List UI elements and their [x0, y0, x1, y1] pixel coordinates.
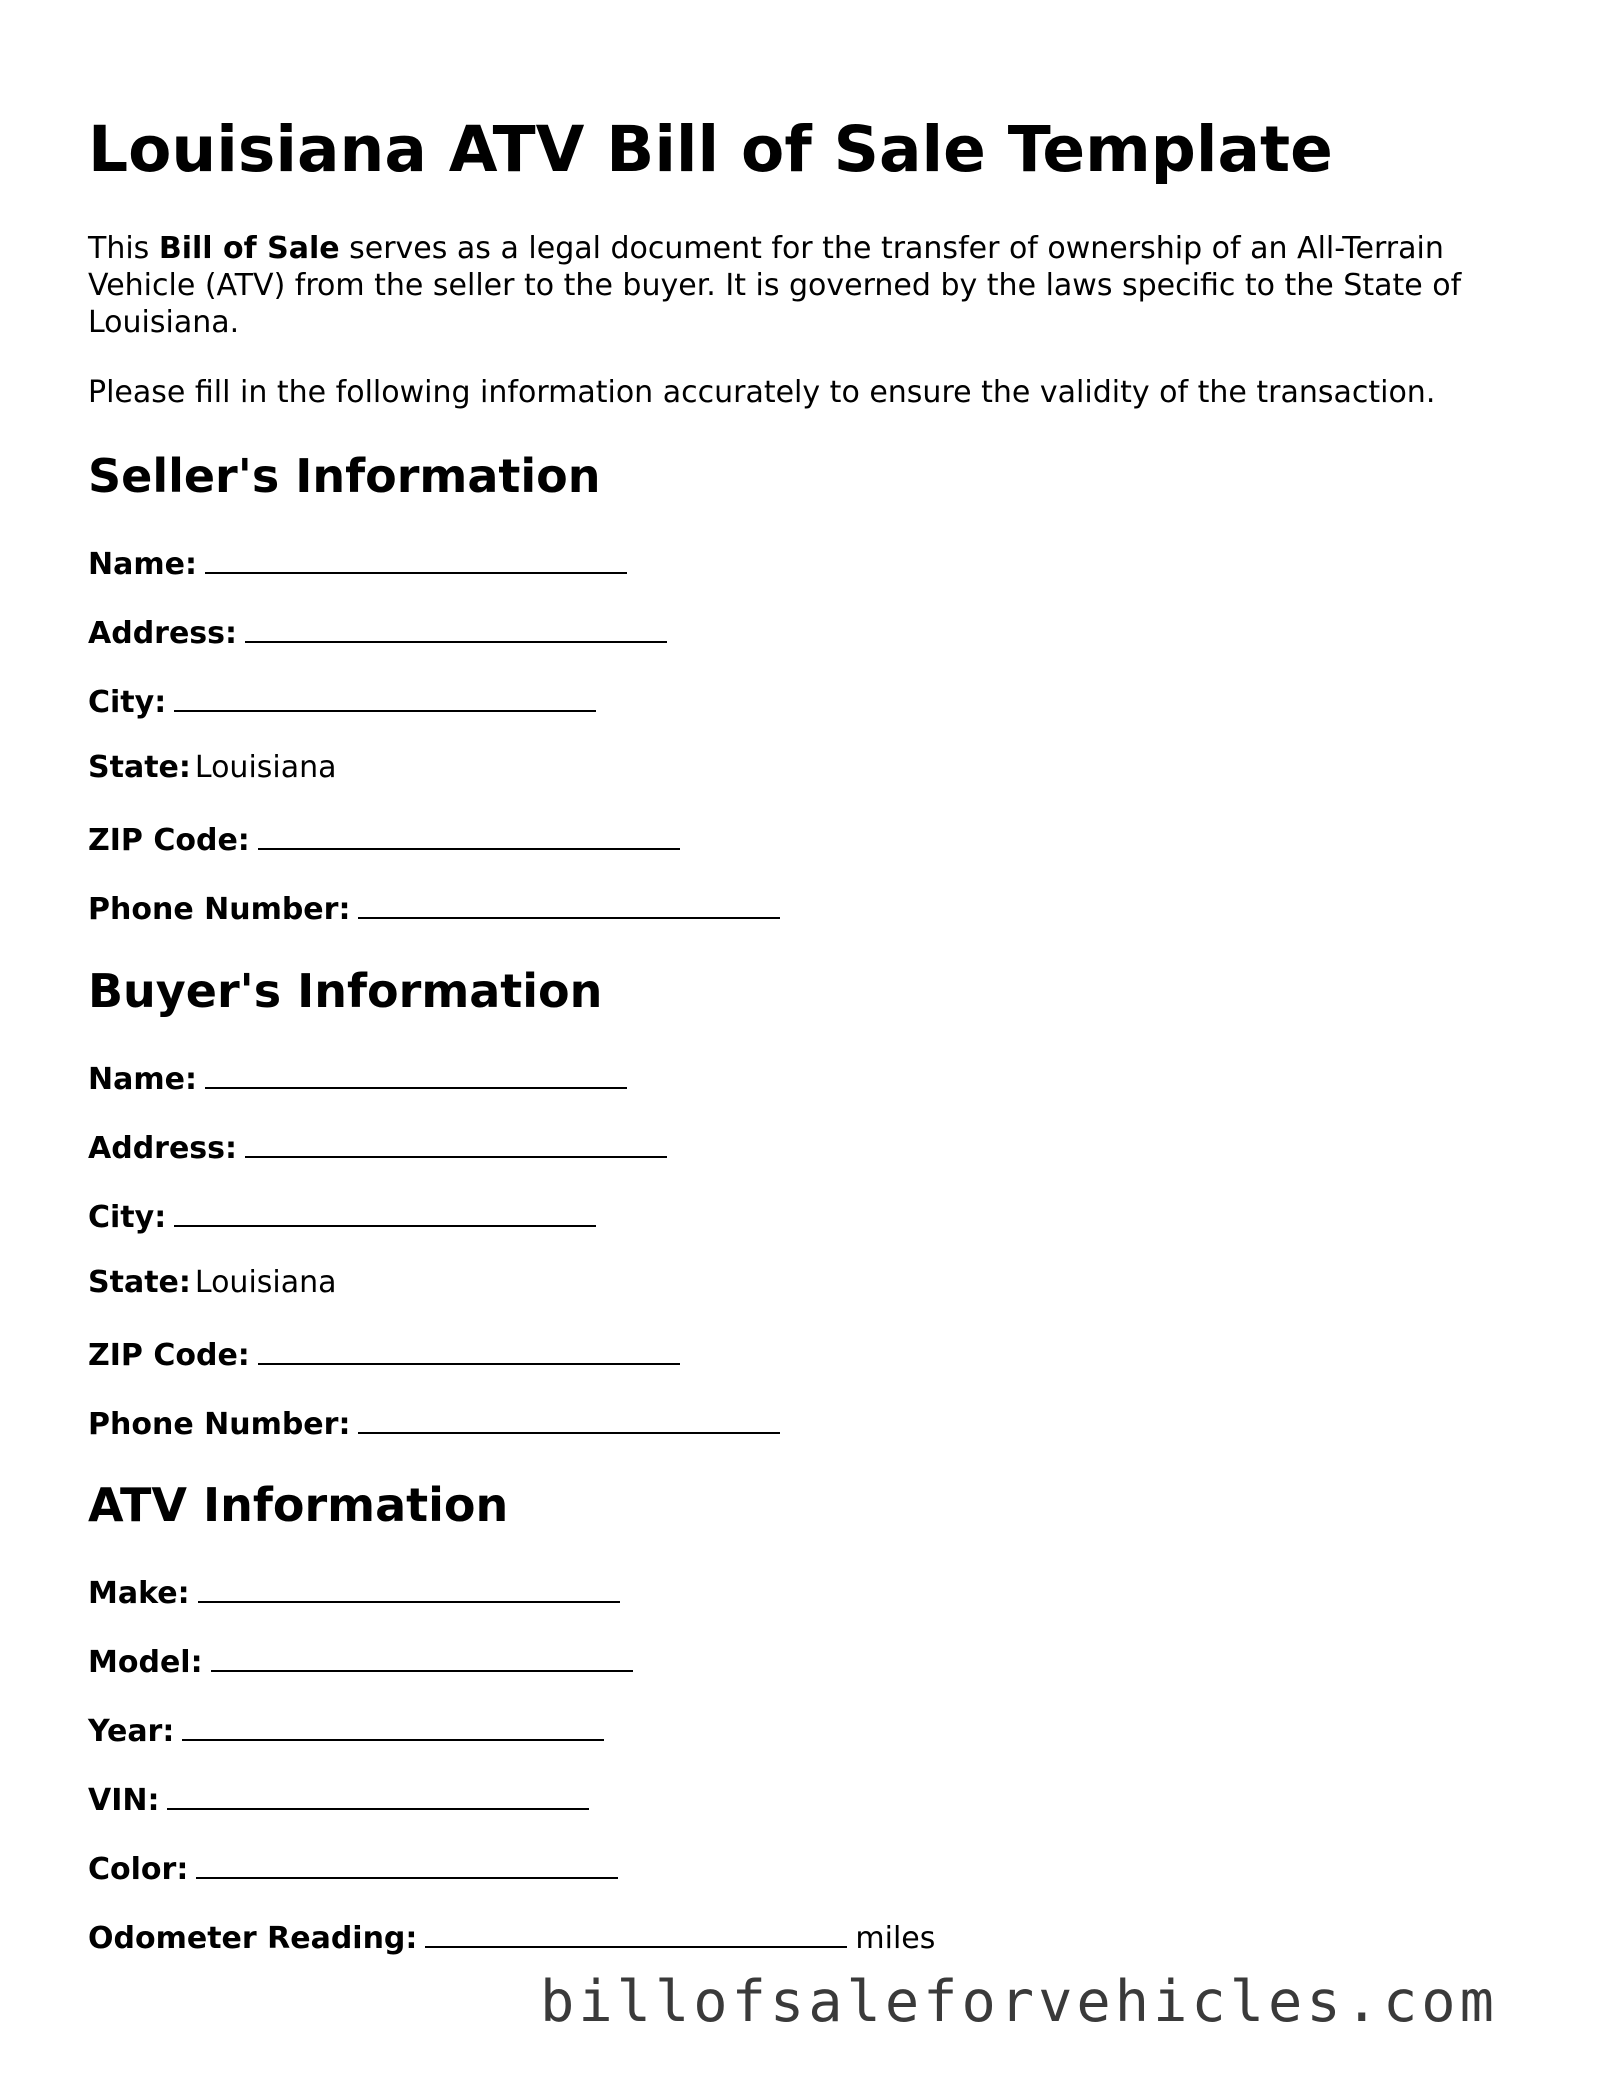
atv-odometer-label: Odometer Reading: — [88, 1921, 418, 1956]
buyer-address-row — [88, 1126, 667, 1167]
buyer-address-label: Address: — [88, 1131, 238, 1166]
buyer-zip-row — [88, 1333, 680, 1374]
buyer-address-field[interactable] — [245, 1126, 667, 1158]
instruction-paragraph: Please fill in the following information accurately to ensure the validity of the transaction. — [88, 375, 1436, 410]
intro-bold: Bill of Sale — [158, 231, 340, 266]
seller-city-row — [88, 680, 596, 721]
seller-address-field[interactable] — [245, 611, 667, 643]
buyer-zip-label: ZIP Code: — [88, 1338, 250, 1373]
buyer-state-label: State: — [88, 1265, 191, 1300]
seller-address-label: Address: — [88, 616, 238, 651]
buyer-name-label: Name: — [88, 1062, 197, 1097]
atv-model-field[interactable] — [211, 1640, 633, 1672]
buyer-city-label: City: — [88, 1200, 167, 1235]
seller-name-field[interactable] — [205, 542, 627, 574]
atv-model-row — [88, 1640, 633, 1681]
buyer-state-row — [88, 1264, 337, 1301]
atv-heading: ATV Information — [88, 1478, 509, 1532]
atv-year-field[interactable] — [182, 1709, 604, 1741]
page-title: Louisiana ATV Bill of Sale Template — [88, 113, 1333, 186]
atv-year-label: Year: — [88, 1714, 175, 1749]
seller-zip-label: ZIP Code: — [88, 823, 250, 858]
seller-heading: Seller's Information — [88, 449, 601, 503]
atv-make-label: Make: — [88, 1576, 190, 1611]
atv-color-row — [88, 1847, 618, 1888]
atv-make-row — [88, 1571, 620, 1612]
seller-state-label: State: — [88, 750, 191, 785]
buyer-name-row — [88, 1057, 627, 1098]
seller-state-row — [88, 749, 337, 786]
buyer-phone-field[interactable] — [358, 1402, 780, 1434]
atv-color-label: Color: — [88, 1852, 189, 1887]
intro-pre: This — [88, 231, 159, 266]
atv-odometer-unit: miles — [855, 1921, 936, 1956]
buyer-name-field[interactable] — [205, 1057, 627, 1089]
buyer-city-row — [88, 1195, 596, 1236]
atv-vin-field[interactable] — [167, 1778, 589, 1810]
seller-address-row — [88, 611, 667, 652]
atv-year-row — [88, 1709, 604, 1750]
atv-vin-label: VIN: — [88, 1783, 160, 1818]
atv-make-field[interactable] — [198, 1571, 620, 1603]
buyer-phone-row — [88, 1402, 780, 1443]
intro-post: serves as a legal document for the transfer of ownership of an All-Terrain Vehicle (ATV) from the seller to the buyer. It is governed by the laws specific to the State of Louisiana. — [88, 231, 1462, 340]
buyer-heading: Buyer's Information — [88, 964, 603, 1018]
seller-phone-label: Phone Number: — [88, 892, 351, 927]
buyer-city-field[interactable] — [174, 1195, 596, 1227]
seller-zip-field[interactable] — [258, 818, 680, 850]
watermark: billofsaleforvehicles.com — [540, 1969, 1498, 2035]
atv-odometer-field[interactable] — [425, 1916, 847, 1948]
seller-state-value: Louisiana — [194, 750, 337, 785]
buyer-phone-label: Phone Number: — [88, 1407, 351, 1442]
atv-color-field[interactable] — [196, 1847, 618, 1879]
atv-model-label: Model: — [88, 1645, 203, 1680]
intro-paragraph — [88, 230, 1528, 341]
atv-vin-row — [88, 1778, 589, 1819]
buyer-state-value: Louisiana — [194, 1265, 337, 1300]
seller-name-label: Name: — [88, 547, 197, 582]
seller-city-field[interactable] — [174, 680, 596, 712]
seller-phone-row — [88, 887, 780, 928]
seller-zip-row — [88, 818, 680, 859]
buyer-zip-field[interactable] — [258, 1333, 680, 1365]
seller-city-label: City: — [88, 685, 167, 720]
atv-odometer-row — [88, 1916, 935, 1957]
seller-phone-field[interactable] — [358, 887, 780, 919]
seller-name-row — [88, 542, 627, 583]
